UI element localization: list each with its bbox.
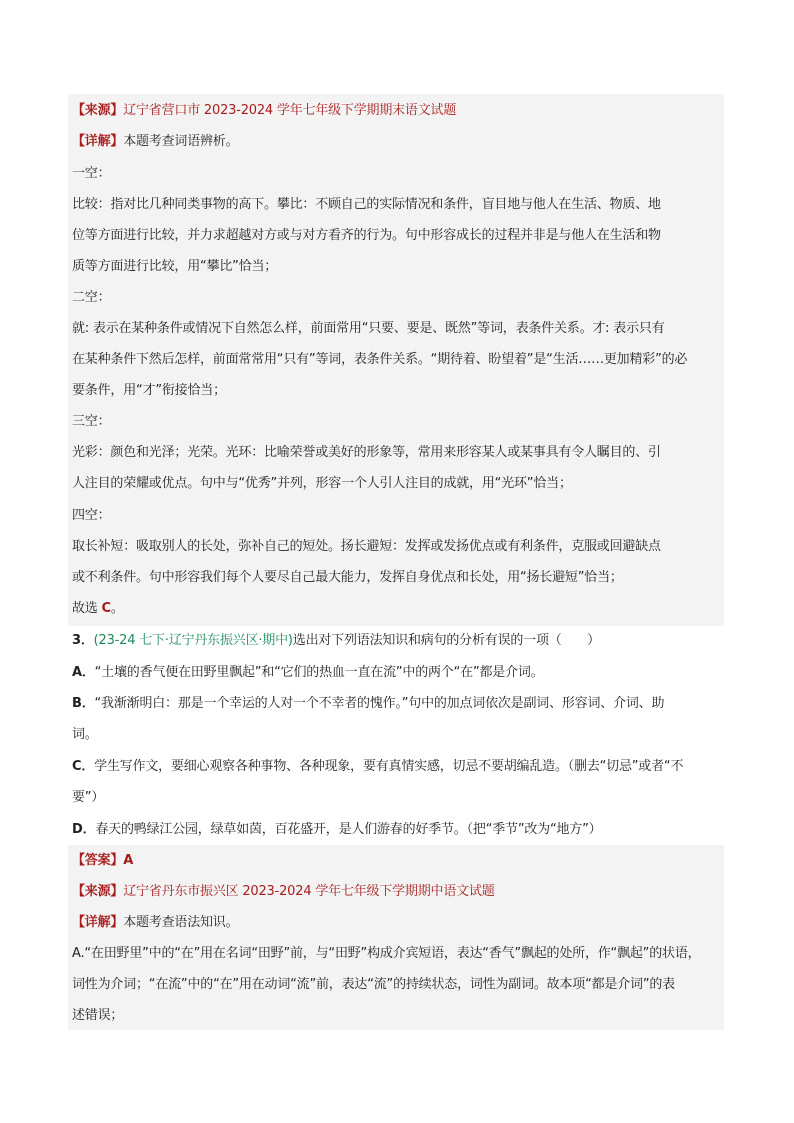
detail-line-2: [72, 913, 724, 933]
option-text: 学生写作文，要细心观察各种事物、各种现象，要有真情实感，切忌不要胡编乱造。（删去“切忌”或者“不: [94, 759, 684, 774]
question-stem: 选出对下列语法知识和病句的分析有误的一项（ ）: [292, 633, 600, 648]
option-d: [72, 820, 724, 840]
source-text: 辽宁省丹东市振兴区 2023-2024 学年七年级下学期期中语文试题: [123, 884, 495, 899]
option-c-cont: [72, 788, 724, 808]
question-number: 3．: [72, 633, 94, 648]
option-text: 要”）: [72, 790, 105, 805]
explanation-line: 在某种条件下然后怎样，前面常常用“只有”等词，表条件关系。“期待着、盼望着”是“生活……更加精彩”的必: [72, 352, 688, 367]
option-b: [72, 694, 724, 714]
answer-tag: 【答案】: [72, 853, 124, 868]
detail-text: 本题考查词语辨析。: [123, 134, 239, 149]
source-tag: 【来源】: [72, 884, 124, 899]
explanation-line: 就: 表示在某种条件或情况下自然怎么样，前面常用“只要、要是、既然”等词，表条件关系。才: 表示只有: [72, 321, 665, 336]
answer-letter: A: [123, 853, 134, 868]
explanation-line: 或不利条件。句中形容我们每个人要尽自己最大能力，发挥自身优点和长处，用“扬长避短”恰当；: [72, 570, 623, 585]
source-tag: 【来源】: [72, 103, 124, 118]
option-letter: C．: [72, 759, 95, 774]
explanation-line: 要条件，用“才”衔接恰当；: [72, 383, 226, 398]
detail-tag: 【详解】: [72, 915, 124, 930]
explanation-line: 质等方面进行比较，用“攀比”恰当；: [72, 259, 278, 274]
detail-tag: 【详解】: [72, 134, 124, 149]
choice-end: 。: [110, 601, 124, 616]
answer-line: [72, 851, 724, 871]
question-source: (23-24 七下·辽宁丹东振兴区·期中): [93, 633, 293, 648]
explanation-block-2: [68, 845, 724, 1030]
explanation-line: 光彩：颜色和光泽；光荣。光环：比喻荣誉或美好的形象等，常用来形容某人或某事具有令人瞩目的、引: [72, 445, 661, 460]
explanation-line: 四空：: [72, 508, 111, 523]
explanation-line: 词性为介词；“在流”中的“在”用在动词“流”前，表达“流”的持续状态，词性为副词。故本项“都是介词”的表: [72, 977, 675, 992]
option-a: [72, 663, 724, 683]
explanation-line: 述错误；: [72, 1008, 124, 1023]
explanation-line: 人注目的荣耀或优点。句中与“优秀”并列，形容一个人引人注目的成就，用“光环”恰当；: [72, 476, 572, 491]
option-letter: D．: [72, 822, 96, 837]
explanation-line: 位等方面进行比较，并力求超越对方或与对方看齐的行为。句中形容成长的过程并非是与他人在生活和物: [72, 228, 661, 243]
option-b-cont: [72, 725, 724, 745]
choice-line: [72, 599, 724, 619]
option-text: “我渐渐明白：那是一个幸运的人对一个不幸者的愧作。”句中的加点词依次是副词、形容词、介词、助: [94, 696, 665, 711]
source-text: 辽宁省营口市 2023-2024 学年七年级下学期期末语文试题: [123, 103, 457, 118]
option-text: “土壤的香气便在田野里飘起”和“它们的热血一直在流”中的两个“在”都是介词。: [94, 665, 544, 680]
explanation-line: 比较：指对比几种同类事物的高下。攀比：不顾自己的实际情况和条件，盲目地与他人在生活、物质、地: [72, 197, 661, 212]
explanation-line: 一空：: [72, 166, 111, 181]
question-3-stem: [72, 631, 724, 651]
option-c: [72, 757, 724, 777]
option-letter: A．: [72, 665, 95, 680]
explanation-line: 取长补短：吸取别人的长处，弥补自己的短处。扬长避短：发挥或发扬优点或有利条件，克服或回避缺点: [72, 539, 661, 554]
detail-text: 本题考查语法知识。: [123, 915, 239, 930]
explanation-line: 三空：: [72, 414, 111, 429]
option-letter: B．: [72, 696, 95, 711]
option-text: 春天的鸭绿江公园，绿草如茵，百花盛开，是人们游春的好季节。（把“季节”改为“地方”）: [95, 822, 602, 837]
explanation-line: A.“在田野里”中的“在”用在名词“田野”前，与“田野”构成介宾短语，表达“香气”飘起的处所，作“飘起”的状语，: [72, 946, 701, 961]
detail-line-1: [72, 132, 724, 152]
option-text: 词。: [72, 727, 98, 742]
source-line-1: [72, 101, 724, 121]
source-line-2: [72, 882, 724, 902]
choice-text: 故选: [72, 601, 102, 616]
explanation-line: 二空：: [72, 290, 111, 305]
choice-letter: C: [101, 601, 111, 616]
